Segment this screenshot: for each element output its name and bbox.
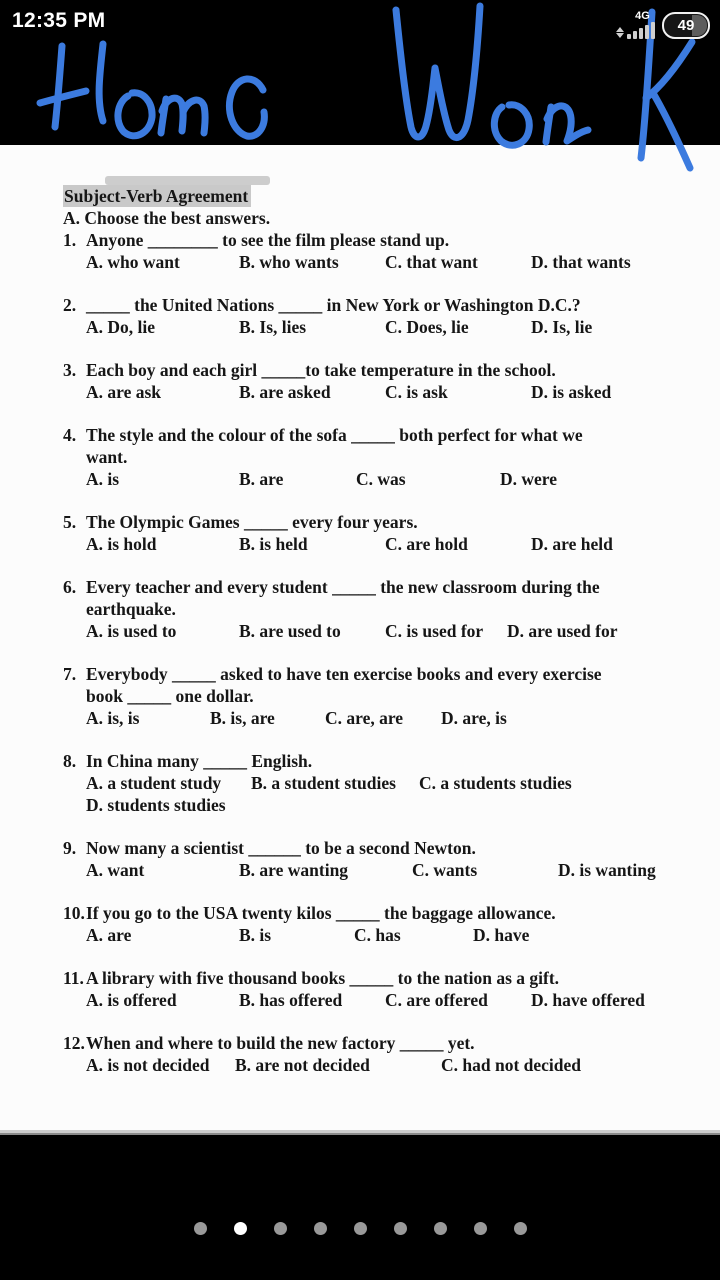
options-row xyxy=(86,707,692,729)
option-c: C. has xyxy=(354,925,401,945)
options-row xyxy=(86,620,692,642)
question-text-line-2: book _____ one dollar. xyxy=(86,686,254,706)
question-6 xyxy=(63,576,692,642)
question-8 xyxy=(63,750,692,816)
pager-dot-8[interactable] xyxy=(474,1222,487,1235)
question-number: 4. xyxy=(63,425,77,445)
network-indicator xyxy=(616,11,655,39)
scan-smudge xyxy=(105,176,270,185)
option-c: C. a students studies xyxy=(419,773,572,793)
options-row xyxy=(86,772,692,794)
option-c: C. is used for xyxy=(385,621,484,641)
status-icons xyxy=(616,9,710,39)
question-4 xyxy=(63,424,692,490)
page-indicator xyxy=(0,1222,720,1235)
option-d: D. are held xyxy=(531,534,613,554)
question-text: Everybody _____ asked to have ten exercise books and every exercise xyxy=(86,664,602,684)
options-row xyxy=(86,251,692,273)
options-row-2 xyxy=(86,794,692,816)
question-number: 2. xyxy=(63,295,77,315)
option-b: B. are used to xyxy=(239,621,341,641)
question-1 xyxy=(63,229,692,273)
option-a: A. are ask xyxy=(86,382,162,402)
options-row xyxy=(86,924,692,946)
question-text: A library with five thousand books _____ to the nation as a gift. xyxy=(86,968,560,988)
option-b: B. who wants xyxy=(239,252,339,272)
question-text: _____ the United Nations _____ in New York or Washington D.C.? xyxy=(86,295,581,315)
status-bar xyxy=(0,0,720,44)
option-c: C. that want xyxy=(385,252,478,272)
signal-strength-icon xyxy=(627,22,655,39)
question-12 xyxy=(63,1032,692,1076)
question-text: In China many _____ English. xyxy=(86,751,313,771)
option-c: C. Does, lie xyxy=(385,317,469,337)
pager-dot-7[interactable] xyxy=(434,1222,447,1235)
question-text: Now many a scientist ______ to be a second Newton. xyxy=(86,838,476,858)
option-b: B. are asked xyxy=(239,382,331,402)
question-number: 7. xyxy=(63,664,77,684)
worksheet-heading: Subject-Verb Agreement xyxy=(63,185,251,207)
pager-dot-2[interactable] xyxy=(234,1222,247,1235)
option-a: A. a student study xyxy=(86,773,222,793)
option-c: C. are, are xyxy=(325,708,404,728)
option-c: C. was xyxy=(356,469,406,489)
option-a: A. Do, lie xyxy=(86,317,156,337)
question-number: 3. xyxy=(63,360,77,380)
pager-dot-1[interactable] xyxy=(194,1222,207,1235)
option-b: B. are wanting xyxy=(239,860,349,880)
network-type-label: 4G xyxy=(635,10,650,22)
question-7 xyxy=(63,663,692,729)
data-activity-icon xyxy=(616,27,624,38)
question-number: 8. xyxy=(63,751,77,771)
option-c: C. are hold xyxy=(385,534,468,554)
option-d: D. is wanting xyxy=(558,860,656,880)
option-c: C. are offered xyxy=(385,990,488,1010)
option-c: C. wants xyxy=(412,860,478,880)
option-a: A. is xyxy=(86,469,120,489)
pager-dot-3[interactable] xyxy=(274,1222,287,1235)
options-row xyxy=(86,989,692,1011)
question-11 xyxy=(63,967,692,1011)
option-d: D. were xyxy=(500,469,558,489)
option-a: A. are xyxy=(86,925,132,945)
question-number: 1. xyxy=(63,230,77,250)
question-2 xyxy=(63,294,692,338)
question-text-line-2: want. xyxy=(86,447,128,467)
option-a: A. who want xyxy=(86,252,180,272)
battery-icon xyxy=(662,12,710,39)
options-row xyxy=(86,859,692,881)
question-number: 9. xyxy=(63,838,77,858)
question-9 xyxy=(63,837,692,881)
option-b: B. are not decided xyxy=(235,1055,370,1075)
question-text: If you go to the USA twenty kilos _____ the baggage allowance. xyxy=(86,903,556,923)
worksheet-page[interactable] xyxy=(0,145,720,1133)
options-row xyxy=(86,533,692,555)
worksheet-instruction: A. Choose the best answers. xyxy=(63,208,271,228)
battery-percent: 49 xyxy=(677,17,695,34)
options-row xyxy=(86,316,692,338)
option-b: B. is, are xyxy=(210,708,275,728)
question-number: 10. xyxy=(63,903,85,923)
option-a: A. is offered xyxy=(86,990,177,1010)
pager-dot-4[interactable] xyxy=(314,1222,327,1235)
option-d: D. Is, lie xyxy=(531,317,593,337)
option-d: D. is asked xyxy=(531,382,612,402)
option-b: B. is xyxy=(239,925,272,945)
question-text: Every teacher and every student _____ the new classroom during the xyxy=(86,577,600,597)
option-a: A. is not decided xyxy=(86,1055,210,1075)
option-c: C. had not decided xyxy=(441,1055,582,1075)
question-text-line-2: earthquake. xyxy=(86,599,176,619)
pager-dot-5[interactable] xyxy=(354,1222,367,1235)
option-d: D. have xyxy=(473,925,530,945)
option-b: B. is held xyxy=(239,534,308,554)
options-row xyxy=(86,468,692,490)
question-text: Each boy and each girl _____to take temperature in the school. xyxy=(86,360,556,380)
options-row xyxy=(86,1054,692,1076)
option-b: B. has offered xyxy=(239,990,343,1010)
option-b: B. Is, lies xyxy=(239,317,307,337)
question-number: 5. xyxy=(63,512,77,532)
question-text: When and where to build the new factory _____ yet. xyxy=(86,1033,475,1053)
question-text: Anyone ________ to see the film please stand up. xyxy=(86,230,450,250)
question-3 xyxy=(63,359,692,403)
question-10 xyxy=(63,902,692,946)
question-text: The style and the colour of the sofa _____ both perfect for what we xyxy=(86,425,583,445)
option-a: A. is, is xyxy=(86,708,140,728)
question-5 xyxy=(63,511,692,555)
option-b: B. are xyxy=(239,469,284,489)
option-b: B. a student studies xyxy=(251,773,396,793)
question-number: 6. xyxy=(63,577,77,597)
option-d: D. students studies xyxy=(86,795,226,815)
option-a: A. want xyxy=(86,860,145,880)
clock: 12:35 PM xyxy=(12,9,106,32)
pager-dot-9[interactable] xyxy=(514,1222,527,1235)
question-number: 12. xyxy=(63,1033,85,1053)
option-a: A. is hold xyxy=(86,534,157,554)
option-d: D. are, is xyxy=(441,708,507,728)
question-number: 11. xyxy=(63,968,84,988)
options-row xyxy=(86,381,692,403)
pager-dot-6[interactable] xyxy=(394,1222,407,1235)
option-d: D. that wants xyxy=(531,252,631,272)
option-d: D. are used for xyxy=(507,621,618,641)
option-c: C. is ask xyxy=(385,382,448,402)
option-d: D. have offered xyxy=(531,990,645,1010)
option-a: A. is used to xyxy=(86,621,177,641)
question-text: The Olympic Games _____ every four years. xyxy=(86,512,418,532)
